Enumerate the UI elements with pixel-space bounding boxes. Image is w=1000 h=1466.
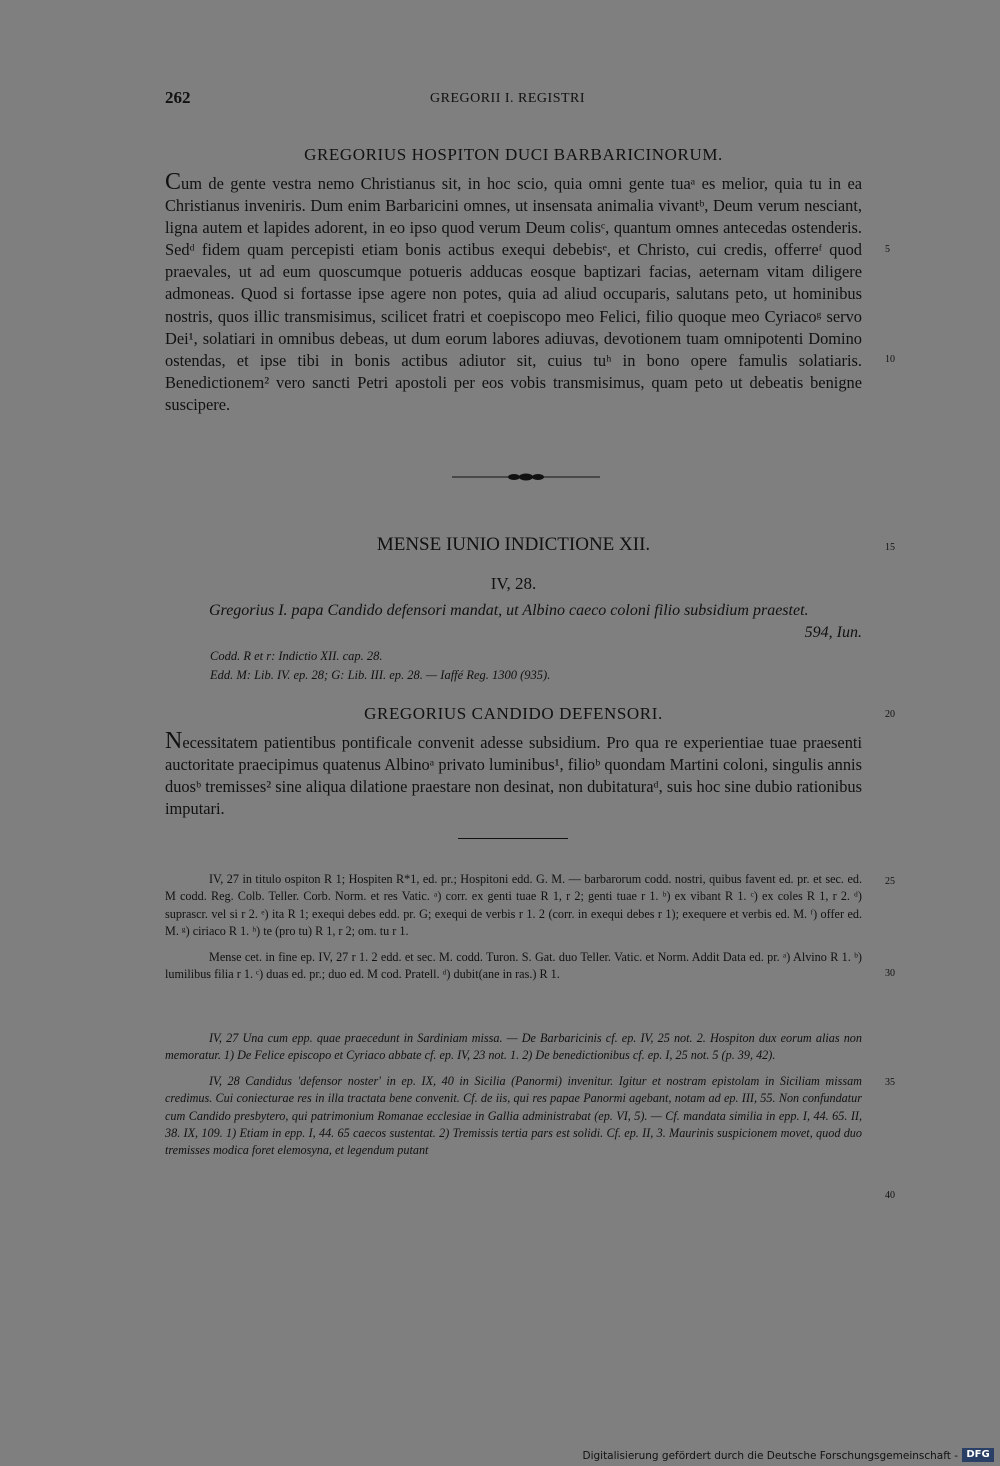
apparatus-note: IV, 27 in titulo ospiton R 1; Hospiten R*1, ed. pr.; Hospitoni edd. G. M. — barbarorum codd. nostri, quibus favent ed. pr. et sec. ed. M codd. Reg. Colb. Teller. Corb. Norm. et res Vatic. ᵃ) corr. ex genti tuae R 1, r 2; genti tuae r 1. ᵇ) ex vibant R 1. ᶜ) ex coles R 1, r 2. ᵈ) suprascr. vel si r 2. ᵉ) ita R 1; exequi debes edd. pr. G; exequi de verbis r 1. 2 (corr. in exequi debes r 1); exequere et verbis ed. M. ᶠ) offer ed. M. ᵍ) ciriaco R 1. ʰ) te (pro tu) R 1, r 2; om. tu r 1.: [165, 872, 862, 939]
letter-text: ecessitatem patientibus pontificale convenit adesse subsidium. Pro qua re experientiae tuae praesenti auctoritate praecipimus quatenus Albinoᵃ privato luminibus¹, filioᵇ quondam Martini coloni, singulis annis duosᵇ tremisses² sine aliqua dilatione praestare non desinat, non dubitaturaᵈ, suis hoc sine dubio rationibus imputari.: [165, 733, 862, 819]
letter-summary: [165, 600, 862, 644]
commentary-notes: [165, 1030, 862, 1168]
line-number: 10: [885, 354, 895, 365]
editions-line: Edd. M: Lib. IV. ep. 28; G: Lib. III. ep. 28. — Iaffé Reg. 1300 (935).: [210, 668, 551, 682]
critical-apparatus: [165, 871, 862, 991]
line-number: 30: [885, 968, 895, 979]
letter-number: IV, 28.: [490, 574, 537, 593]
ornament-divider: [452, 471, 600, 483]
line-number: 15: [885, 542, 895, 553]
footer-credit: Digitalisierung gefördert durch die Deutsche Forschungsgemeinschaft -: [582, 1450, 958, 1462]
letter-title: GREGORIUS HOSPITON DUCI BARBARICINORUM.: [304, 145, 723, 164]
commentary-note: IV, 27 Una cum epp. quae praecedunt in Sardiniam missa. — De Barbaricinis cf. ep. IV, 25 not. 2. Hospiton dux eorum alias non memoratur. 1) De Felice episcopo et Cyriaco abbate cf. ep. IV, 23 not. 1. 2) De benedictionibus cf. ep. I, 25 not. 5 (p. 39, 42).: [165, 1031, 862, 1063]
line-number: 20: [885, 709, 895, 720]
summary-text: Gregorius I. papa Candido defensori mandat, ut Albino caeco coloni filio subsidium praestet.: [209, 602, 809, 619]
divider-rule: [458, 838, 568, 839]
drop-cap: C: [165, 169, 182, 195]
drop-cap: N: [165, 728, 183, 754]
line-number: 35: [885, 1077, 895, 1088]
letter-date: 594, Iun.: [804, 624, 862, 641]
running-title: GREGORII I. REGISTRI: [430, 91, 586, 106]
letter-body: [165, 729, 862, 820]
letter-text: um de gente vestra nemo Christianus sit, in hoc scio, quia omni gente tuaᵃ es melior, quia tu in ea Christianus inveniris. Dum enim Barbaricini omnes, ut insensata animalia vivantᵇ, Deum verum nesciant, ligna autem et lapides adorent, in eo ipso quod verum Deum colisᶜ, quantum omnes antecedas ostenderis. Sedᵈ fidem quam percepisti etiam bonis actibus exequi debebisᵉ, et Christo, cui credis, offerreᶠ quod praevales, ut ad eum quoscumque potueris adducas eosque baptizari facias, aeternam vitam diligere admoneas. Quod si fortasse ipse agere non potes, quia ad aliud occuparis, salutans peto, ut hominibus nostris, quos illic transmisimus, scilicet fratri et coepiscopo meo Felici, filio quoque meo Cyriacoᵍ servo Dei¹, solatiari in omnibus debeas, ut dum eorum labores adiuvas, devotionem tuam omnipotenti Domino ostendas, et ipse tibi in bonis actibus adiutor sit, cuius tuʰ in bono opere famulis solatiaris. Benedictionem² vero sancti Petri apostoli per eos vobis transmisimus, quam peto ut debeatis benigne suscipere.: [165, 174, 862, 414]
page-number: 262: [165, 88, 191, 107]
apparatus-note: Mense cet. in fine ep. IV, 27 r 1. 2 edd. et sec. M. codd. Turon. S. Gat. duo Teller. Vatic. et Norm. Addit Data ed. pr. ᵃ) Alvino R 1. ᵇ) lumilibus filia r 1. ᶜ) duas ed. pr.; duo ed. M cod. Pratell. ᵈ) dubit(ane in ras.) R 1.: [165, 949, 862, 982]
codices-line: Codd. R et r: Indictio XII. cap. 28.: [210, 649, 383, 663]
line-number: 40: [885, 1190, 895, 1201]
commentary-note: IV, 28 Candidus 'defensor noster' in ep. IX, 40 in Sicilia (Panormi) invenitur. Igitur et nostram epistolam in Siciliam missam credimus. Cui coniecturae res in illa tractata bene convenit. Cf. de iis, qui res papae Panormi agebant, notam ad ep. III, 55. Non confundatur cum Candido presbytero, qui patrimonium Romanae ecclesiae in Gallia administrabat (ep. VI, 5). — Cf. mandata similia in epp. I, 44. 65. II, 38. IX, 109. 1) Etiam in epp. I, 44. 65 caecos sustentat. 2) Tremissis tertia pars est solidi. Cf. ep. II, 3. Maurinis suspicionem movet, quod duo tremisses modica foret elemosyna, et legendum putant: [165, 1073, 862, 1158]
line-number: 25: [885, 876, 895, 887]
dfg-logo: DFG: [962, 1448, 994, 1462]
line-number: 5: [885, 244, 890, 255]
letter-body: [165, 170, 862, 416]
section-heading: MENSE IUNIO INDICTIONE XII.: [376, 534, 651, 555]
letter-title: GREGORIUS CANDIDO DEFENSORI.: [364, 704, 663, 723]
